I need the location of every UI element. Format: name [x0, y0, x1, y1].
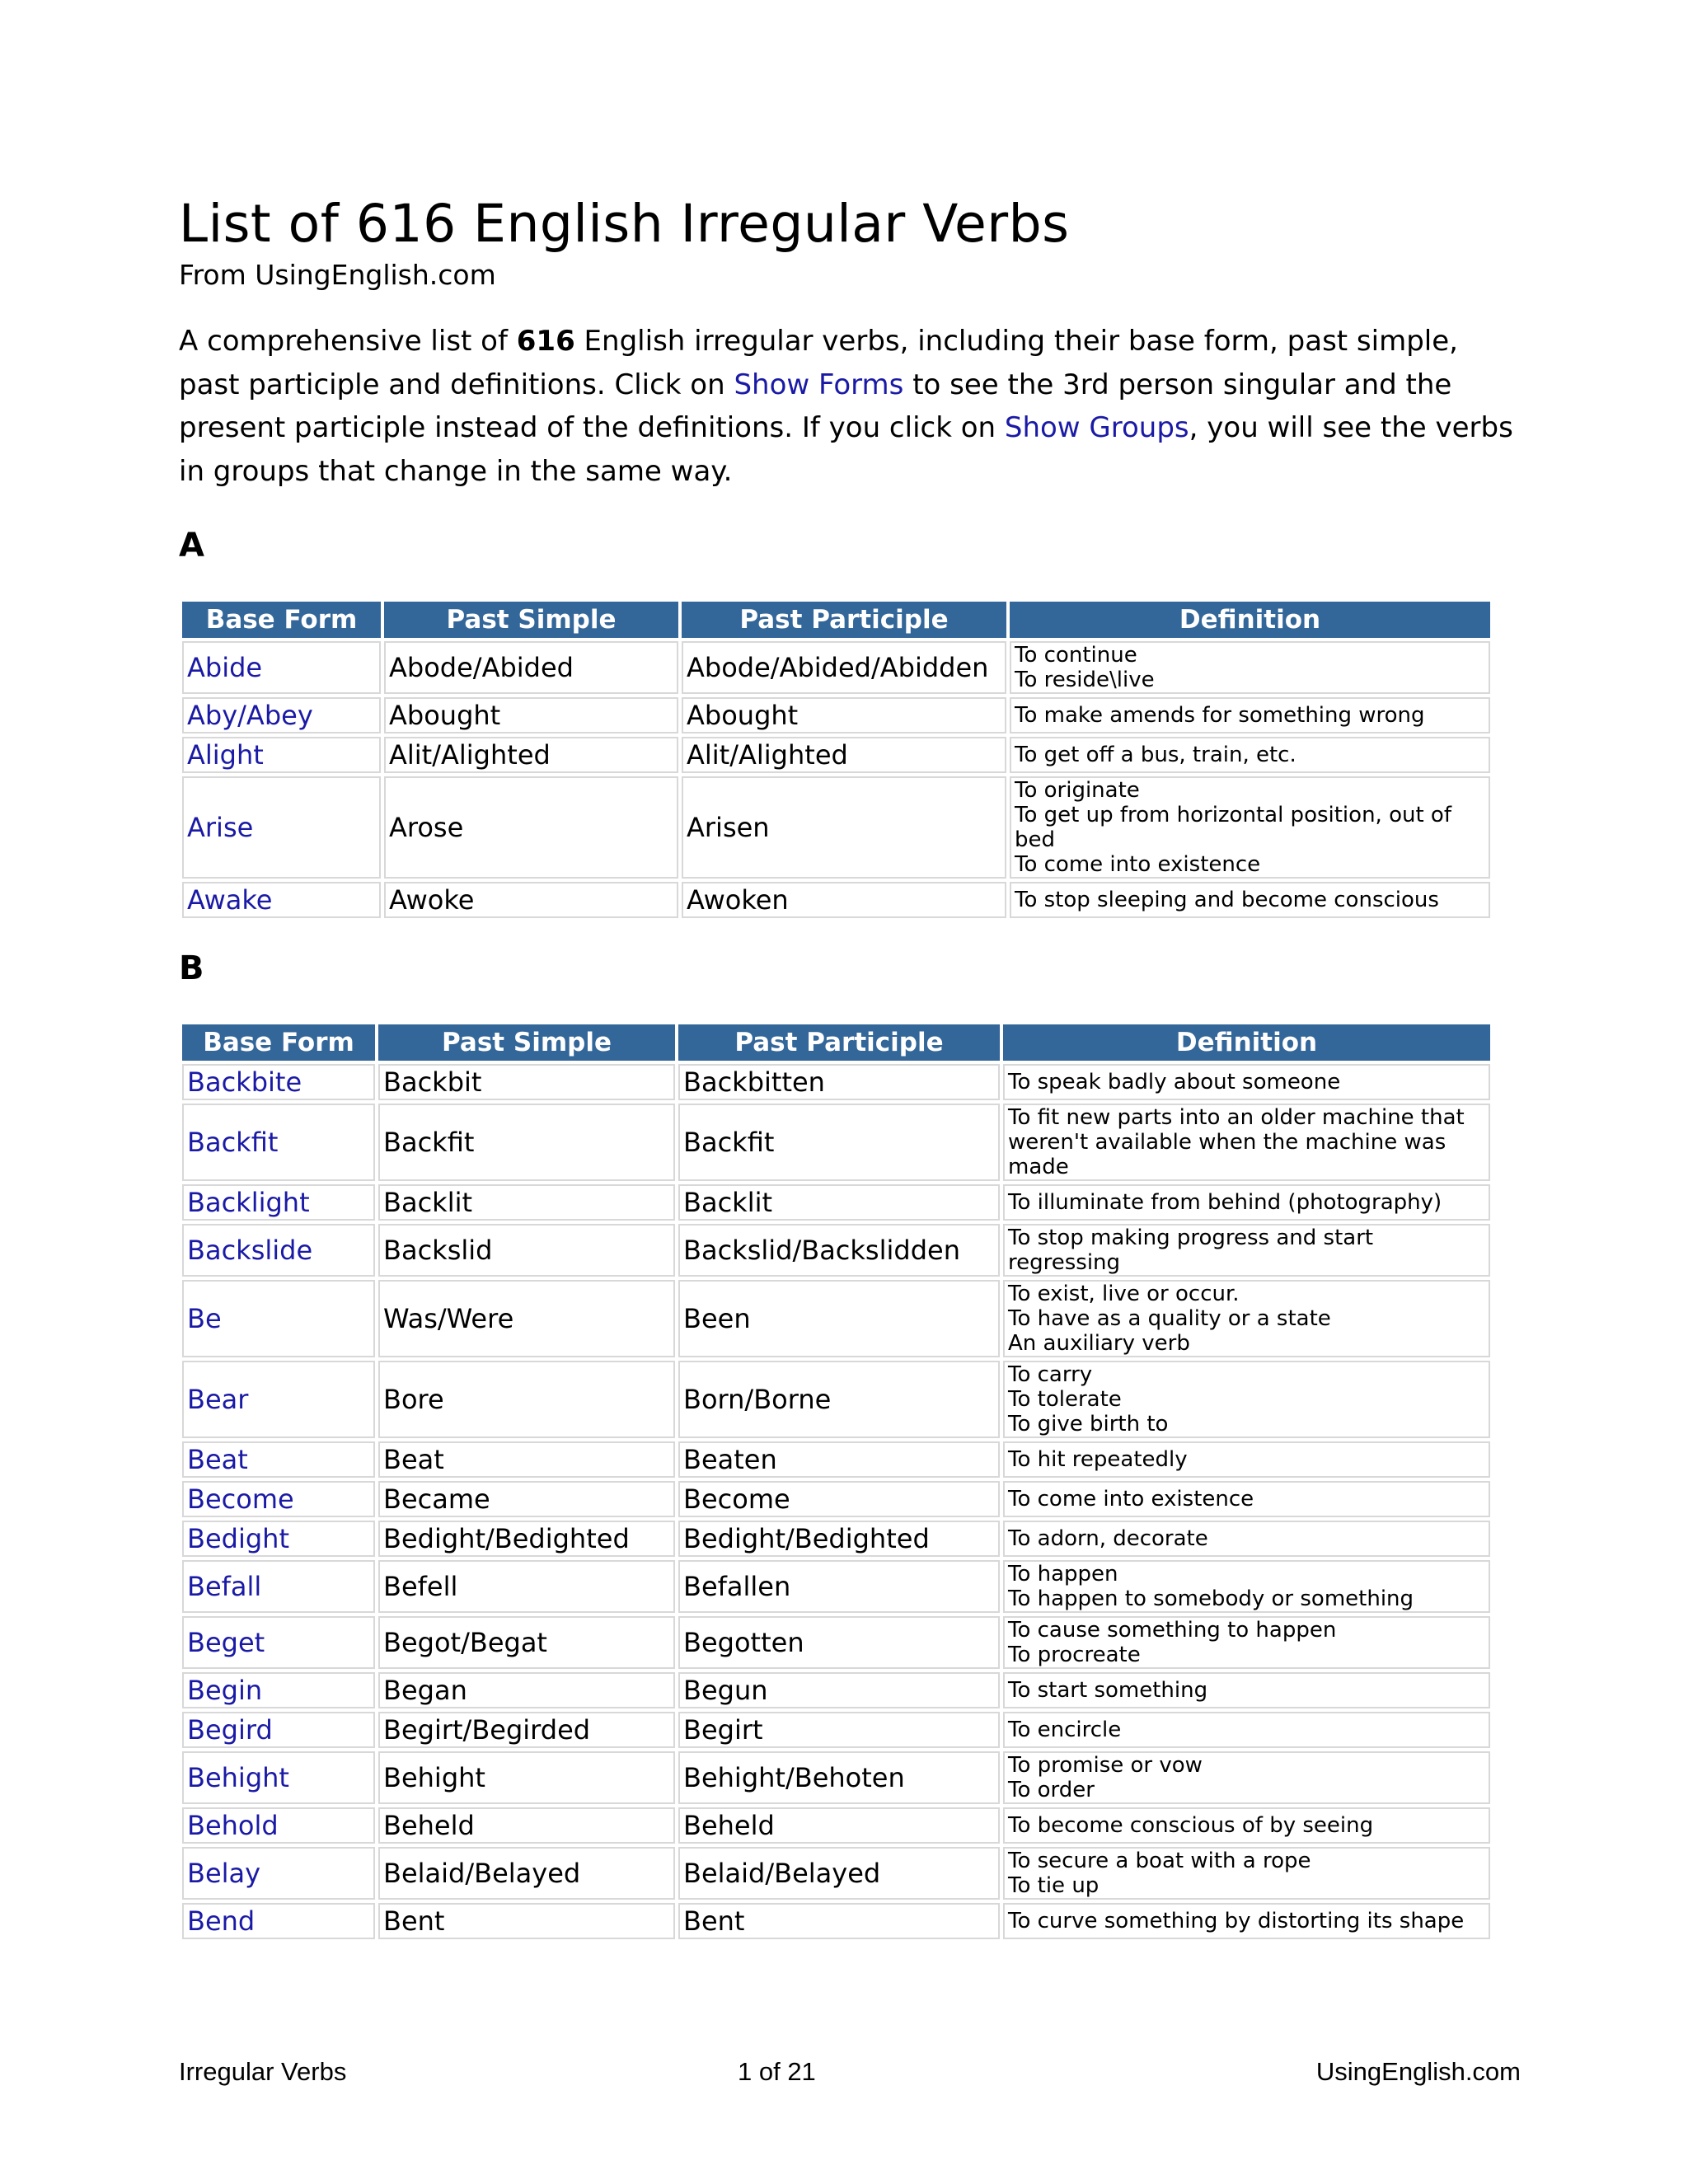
table-row	[182, 1361, 1490, 1438]
past-participle-cell: Bedight/Bedighted	[678, 1521, 1000, 1557]
past-simple-cell: Bent	[378, 1903, 675, 1939]
definition-line: To make amends for something wrong	[1015, 703, 1425, 728]
base-form-link[interactable]: Befall	[182, 1560, 375, 1613]
definition-line: To get up from horizontal position, out of bed	[1015, 803, 1451, 852]
definition-cell	[1003, 1224, 1490, 1277]
past-participle-cell: Begun	[678, 1672, 1000, 1708]
past-simple-cell: Arose	[384, 776, 678, 879]
past-simple-cell: Beheld	[378, 1807, 675, 1844]
past-simple-cell: Backslid	[378, 1224, 675, 1277]
table-row	[182, 1903, 1490, 1939]
past-simple-cell: Backlit	[378, 1184, 675, 1221]
base-form-link[interactable]: Bear	[182, 1361, 375, 1438]
past-participle-cell: Belaid/Belayed	[678, 1847, 1000, 1900]
header-past-simple: Past Simple	[384, 602, 678, 638]
definition-cell	[1003, 1672, 1490, 1708]
definition-line: To become conscious of by seeing	[1008, 1813, 1374, 1838]
table-row	[182, 1712, 1490, 1748]
definition-line: To cause something to happen	[1008, 1618, 1337, 1643]
base-form-link[interactable]: Begin	[182, 1672, 375, 1708]
past-simple-cell: Beat	[378, 1441, 675, 1478]
past-participle-cell: Arisen	[682, 776, 1006, 879]
definition-line: To exist, live or occur.	[1008, 1282, 1240, 1306]
definition-line: An auxiliary verb	[1008, 1331, 1190, 1356]
header-definition: Definition	[1003, 1024, 1490, 1061]
definition-cell	[1003, 1104, 1490, 1181]
definition-line: To get off a bus, train, etc.	[1015, 743, 1296, 767]
header-past-participle: Past Participle	[678, 1024, 1000, 1061]
base-form-link[interactable]: Begird	[182, 1712, 375, 1748]
page-subtitle: From UsingEnglish.com	[179, 259, 496, 291]
base-form-link[interactable]: Beget	[182, 1616, 375, 1669]
table-row	[182, 1481, 1490, 1517]
definition-cell	[1003, 1521, 1490, 1557]
definition-line: To encircle	[1008, 1718, 1122, 1742]
definition-line: To stop sleeping and become conscious	[1015, 888, 1439, 912]
header-definition: Definition	[1010, 602, 1490, 638]
definition-line: To reside\live	[1015, 668, 1155, 692]
verb-count: 616	[516, 325, 575, 358]
intro-text: to see the 3rd person singular and the present participle instead of the definitions. If you click on	[179, 368, 1452, 444]
past-participle-cell: Begotten	[678, 1616, 1000, 1669]
show-forms-link[interactable]: Show Forms	[734, 368, 904, 401]
definition-line: To secure a boat with a rope	[1008, 1849, 1311, 1873]
footer-page-number: 1 of 21	[738, 2057, 816, 2086]
intro-paragraph	[179, 320, 1514, 493]
base-form-link[interactable]: Behold	[182, 1807, 375, 1844]
definition-cell	[1003, 1807, 1490, 1844]
past-simple-cell: Alit/Alighted	[384, 737, 678, 773]
definition-line: To illuminate from behind (photography)	[1008, 1190, 1442, 1215]
base-form-link[interactable]: Become	[182, 1481, 375, 1517]
definition-cell	[1003, 1064, 1490, 1100]
base-form-link[interactable]: Alight	[182, 737, 381, 773]
base-form-link[interactable]: Be	[182, 1280, 375, 1357]
base-form-link[interactable]: Bend	[182, 1903, 375, 1939]
past-participle-cell: Beaten	[678, 1441, 1000, 1478]
definition-cell	[1003, 1616, 1490, 1669]
definition-cell	[1003, 1712, 1490, 1748]
definition-cell	[1003, 1751, 1490, 1804]
definition-cell	[1010, 697, 1490, 733]
past-simple-cell: Awoke	[384, 882, 678, 918]
table-row	[182, 1560, 1490, 1613]
base-form-link[interactable]: Backlight	[182, 1184, 375, 1221]
definition-line: weren't available when the machine was	[1008, 1130, 1447, 1155]
past-participle-cell: Born/Borne	[678, 1361, 1000, 1438]
table-row	[182, 641, 1490, 694]
table-row	[182, 1441, 1490, 1478]
past-participle-cell: Bent	[678, 1903, 1000, 1939]
definition-line: To come into existence	[1015, 852, 1261, 877]
definition-line: made	[1008, 1155, 1069, 1179]
table-header-row	[182, 602, 1490, 638]
definition-cell	[1003, 1280, 1490, 1357]
past-simple-cell: Backfit	[378, 1104, 675, 1181]
footer-right: UsingEnglish.com	[1315, 2057, 1521, 2086]
table-row	[182, 1280, 1490, 1357]
base-form-link[interactable]: Backslide	[182, 1224, 375, 1277]
definition-cell	[1010, 641, 1490, 694]
definition-line: To tolerate	[1008, 1387, 1122, 1412]
definition-line: To stop making progress and start regressing	[1008, 1226, 1374, 1275]
table-row	[182, 1672, 1490, 1708]
definition-cell	[1003, 1184, 1490, 1221]
definition-line: To fit new parts into an older machine that	[1008, 1105, 1465, 1130]
definition-cell	[1003, 1847, 1490, 1900]
past-participle-cell: Backslid/Backslidden	[678, 1224, 1000, 1277]
past-simple-cell: Befell	[378, 1560, 675, 1613]
past-participle-cell: Abode/Abided/Abidden	[682, 641, 1006, 694]
verbs-table-a	[179, 598, 1493, 921]
definition-cell	[1003, 1441, 1490, 1478]
definition-line: To hit repeatedly	[1008, 1447, 1188, 1472]
base-form-link[interactable]: Awake	[182, 882, 381, 918]
table-row	[182, 1104, 1490, 1181]
past-participle-cell: Begirt	[678, 1712, 1000, 1748]
definition-cell	[1010, 737, 1490, 773]
definition-cell	[1003, 1560, 1490, 1613]
past-participle-cell: Behight/Behoten	[678, 1751, 1000, 1804]
definition-line: To originate	[1015, 778, 1140, 803]
page-title: List of 616 English Irregular Verbs	[179, 194, 1070, 254]
table-row	[182, 1807, 1490, 1844]
definition-cell	[1010, 776, 1490, 879]
definition-line: To happen to somebody or something	[1008, 1586, 1414, 1611]
base-form-link[interactable]: Behight	[182, 1751, 375, 1804]
verbs-table-b	[179, 1021, 1493, 1943]
past-participle-cell: Alit/Alighted	[682, 737, 1006, 773]
past-participle-cell: Beheld	[678, 1807, 1000, 1844]
header-base-form: Base Form	[182, 1024, 375, 1061]
table-row	[182, 1616, 1490, 1669]
intro-text: , you will see the verbs in groups that change in the same way.	[179, 411, 1513, 488]
definition-line: To tie up	[1008, 1873, 1100, 1898]
table-row	[182, 1521, 1490, 1557]
past-simple-cell: Behight	[378, 1751, 675, 1804]
intro-text: English irregular verbs, including their base form, past simple, past participle and definitions. Click on	[179, 325, 1458, 401]
definition-line: To happen	[1008, 1562, 1118, 1586]
definition-line: To curve something by distorting its shape	[1008, 1909, 1465, 1933]
definition-cell	[1003, 1481, 1490, 1517]
base-form-link[interactable]: Bedight	[182, 1521, 375, 1557]
section-heading-b: B	[179, 949, 204, 987]
past-simple-cell: Begirt/Begirded	[378, 1712, 675, 1748]
definition-line: To speak badly about someone	[1008, 1070, 1341, 1094]
base-form-link[interactable]: Backfit	[182, 1104, 375, 1181]
past-participle-cell: Befallen	[678, 1560, 1000, 1613]
base-form-link[interactable]: Arise	[182, 776, 381, 879]
definition-line: To adorn, decorate	[1008, 1526, 1208, 1551]
past-participle-cell: Backlit	[678, 1184, 1000, 1221]
table-row	[182, 776, 1490, 879]
table-header-row	[182, 1024, 1490, 1061]
section-heading-a: A	[179, 527, 204, 565]
past-simple-cell: Was/Were	[378, 1280, 675, 1357]
table-row	[182, 1751, 1490, 1804]
header-base-form: Base Form	[182, 602, 381, 638]
past-simple-cell: Abode/Abided	[384, 641, 678, 694]
base-form-link[interactable]: Abide	[182, 641, 381, 694]
table-row	[182, 1847, 1490, 1900]
past-participle-cell: Awoken	[682, 882, 1006, 918]
definition-cell	[1003, 1361, 1490, 1438]
past-simple-cell: Began	[378, 1672, 675, 1708]
table-row	[182, 1184, 1490, 1221]
past-simple-cell: Abought	[384, 697, 678, 733]
base-form-link[interactable]: Backbite	[182, 1064, 375, 1100]
definition-line: To have as a quality or a state	[1008, 1306, 1331, 1331]
past-simple-cell: Backbit	[378, 1064, 675, 1100]
definition-line: To give birth to	[1008, 1412, 1169, 1436]
past-participle-cell: Become	[678, 1481, 1000, 1517]
table-row	[182, 697, 1490, 733]
definition-cell	[1003, 1903, 1490, 1939]
table-row	[182, 1224, 1490, 1277]
past-participle-cell: Been	[678, 1280, 1000, 1357]
definition-line: To procreate	[1008, 1643, 1141, 1667]
definition-line: To continue	[1015, 643, 1137, 668]
past-simple-cell: Bore	[378, 1361, 675, 1438]
header-past-participle: Past Participle	[682, 602, 1006, 638]
base-form-link[interactable]: Aby/Abey	[182, 697, 381, 733]
table-row	[182, 1064, 1490, 1100]
definition-cell	[1010, 882, 1490, 918]
past-simple-cell: Became	[378, 1481, 675, 1517]
definition-line: To promise or vow	[1008, 1753, 1203, 1778]
definition-line: To order	[1008, 1778, 1095, 1802]
base-form-link[interactable]: Belay	[182, 1847, 375, 1900]
definition-line: To start something	[1008, 1678, 1208, 1703]
past-participle-cell: Backbitten	[678, 1064, 1000, 1100]
header-past-simple: Past Simple	[378, 1024, 675, 1061]
past-simple-cell: Belaid/Belayed	[378, 1847, 675, 1900]
intro-text: A comprehensive list of	[179, 325, 517, 358]
table-row	[182, 737, 1490, 773]
footer-left: Irregular Verbs	[179, 2057, 347, 2086]
past-participle-cell: Backfit	[678, 1104, 1000, 1181]
base-form-link[interactable]: Beat	[182, 1441, 375, 1478]
past-simple-cell: Bedight/Bedighted	[378, 1521, 675, 1557]
show-groups-link[interactable]: Show Groups	[1004, 411, 1189, 444]
past-participle-cell: Abought	[682, 697, 1006, 733]
definition-line: To carry	[1008, 1362, 1093, 1387]
past-simple-cell: Begot/Begat	[378, 1616, 675, 1669]
table-row	[182, 882, 1490, 918]
definition-line: To come into existence	[1008, 1487, 1254, 1511]
